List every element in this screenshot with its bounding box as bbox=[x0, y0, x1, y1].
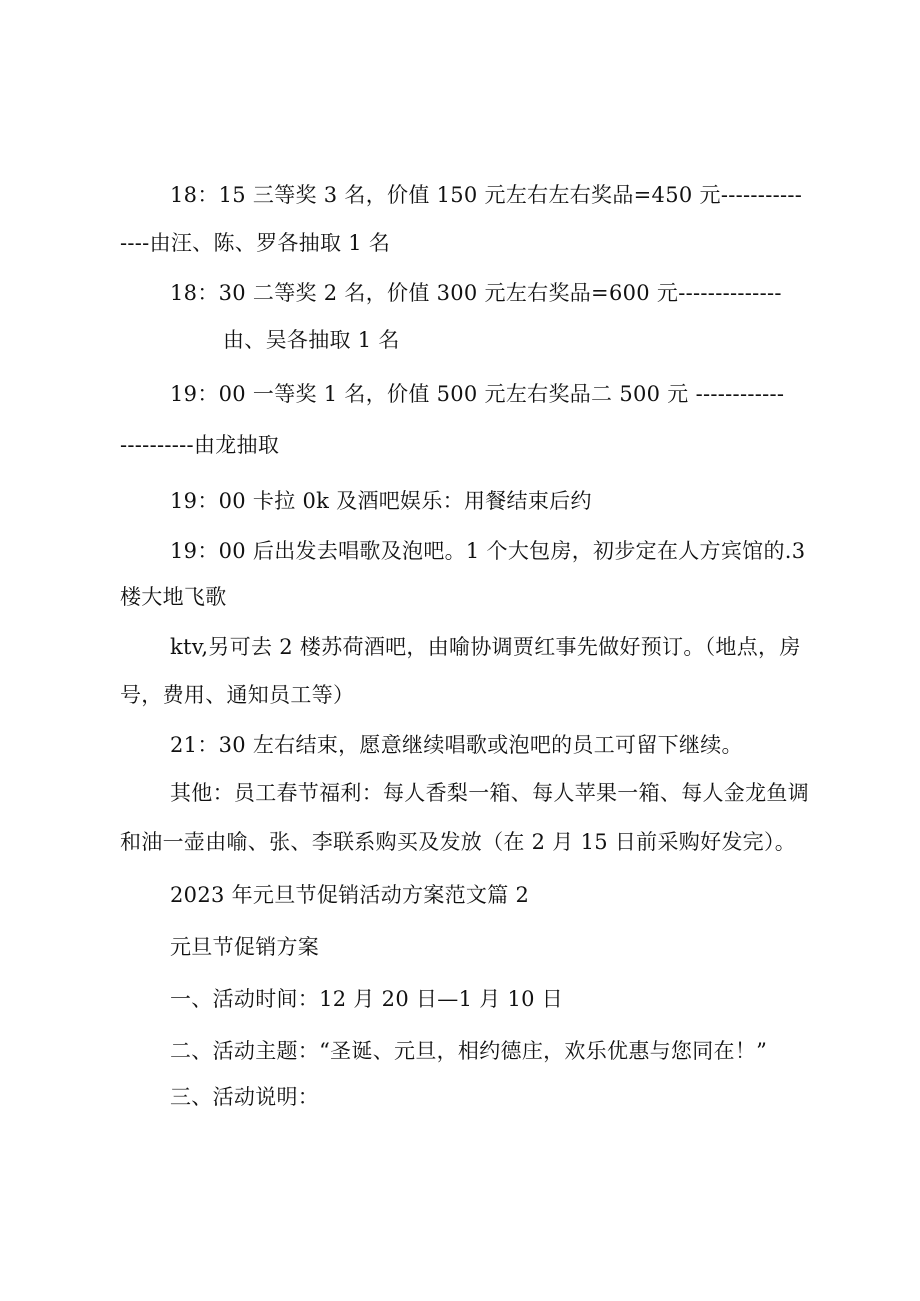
second-prize-drawers-line: 由、吴各抽取 1 名 bbox=[223, 328, 400, 352]
third-prize-line: 18：15 三等奖 3 名，价值 150 元左右左右奖品=450 元----------- bbox=[170, 183, 803, 207]
ktv-booking-line-continued: 号，费用、通知员工等） bbox=[120, 683, 355, 707]
activity-theme-line: 二、活动主题：“圣诞、元旦，相约德庄，欢乐优惠与您同在！” bbox=[170, 1039, 768, 1063]
departure-line-continued: 楼大地飞歌 bbox=[120, 585, 227, 609]
ktv-booking-line: ktv,另可去 2 楼苏荷酒吧，由喻协调贾红事先做好预订。（地点，房 bbox=[170, 635, 801, 659]
second-prize-line: 18：30 二等奖 2 名，价值 300 元左右奖品=600 元-------------- bbox=[170, 281, 782, 305]
third-prize-drawers-line: ----由汪、陈、罗各抽取 1 名 bbox=[120, 231, 391, 255]
first-prize-drawer-line: ----------由龙抽取 bbox=[120, 433, 280, 457]
plan-title: 元旦节促销方案 bbox=[170, 935, 320, 959]
first-prize-line: 19：00 一等奖 1 名，价值 500 元左右奖品二 500 元 ------------ bbox=[170, 382, 785, 406]
activity-description-heading: 三、活动说明： bbox=[170, 1085, 320, 1109]
article-heading: 2023 年元旦节促销活动方案范文篇 2 bbox=[170, 883, 530, 907]
other-benefits-line: 其他：员工春节福利：每人香梨一箱、每人苹果一箱、每人金龙鱼调 bbox=[170, 781, 809, 805]
other-benefits-line-continued: 和油一壶由喻、张、李联系购买及发放（在 2 月 15 日前采购好发完）。 bbox=[120, 830, 797, 854]
karaoke-bar-line: 19：00 卡拉 0k 及酒吧娱乐：用餐结束后约 bbox=[170, 489, 592, 513]
end-time-line: 21：30 左右结束，愿意继续唱歌或泡吧的员工可留下继续。 bbox=[170, 733, 743, 757]
departure-line: 19：00 后出发去唱歌及泡吧。1 个大包房，初步定在人方宾馆的.3 bbox=[170, 539, 806, 563]
activity-time-line: 一、活动时间：12 月 20 日—1 月 10 日 bbox=[170, 987, 564, 1011]
